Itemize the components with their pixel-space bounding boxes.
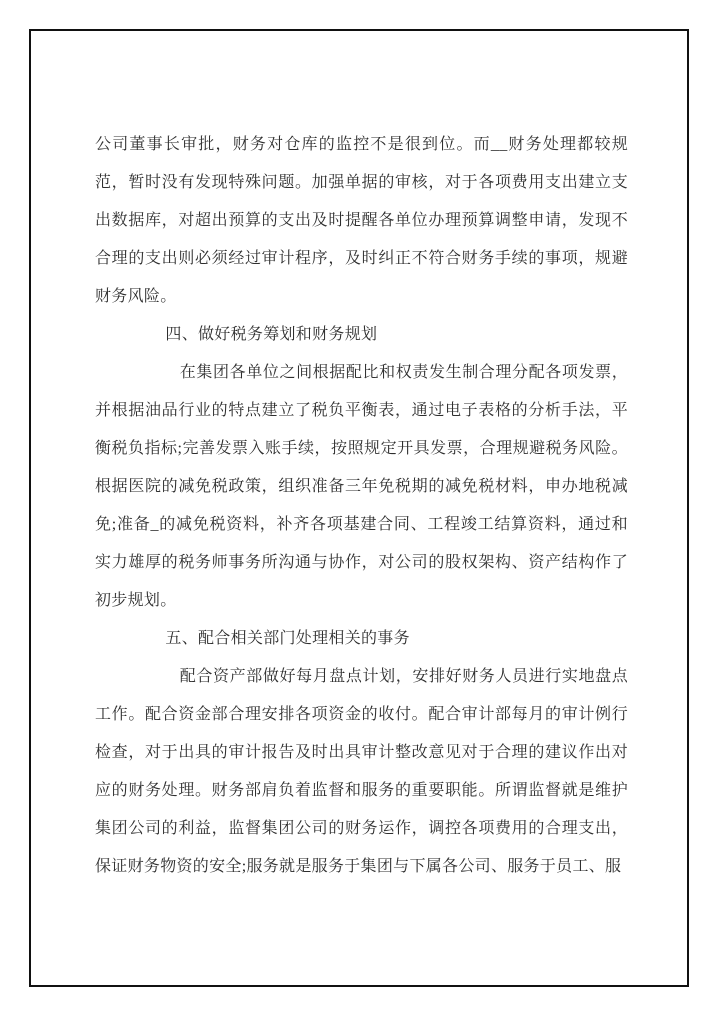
section-heading-4: 四、做好税务筹划和财务规划 (165, 326, 378, 343)
paragraph-continuation: 公司董事长审批，财务对仓库的监控不是很到位。而__财务处理都较规范，暂时没有发现特殊问题。加强单据的审核，对于各项费用支出建立支出数据库，对超出预算的支出及时提醒各单位办理预算调整申请，发现不合理的支出则必须经过审计程序，及时纠正不符合财务手续的事项，规避财务风险。 (95, 136, 628, 305)
paragraph-section-5: 配合资产部做好每月盘点计划，安排好财务人员进行实地盘点工作。配合资金部合理安排各项资金的收付。配合审计部每月的审计例行检查，对于出具的审计报告及时出具审计整改意见对于合理的建议作出对应的财务处理。财务部肩负着监督和服务的重要职能。所谓监督就是维护集团公司的利益，监督集团公司的财务运作，调控各项费用的合理支出，保证财务物资的安全;服务就是服务于集团与下属各公司、服务于员工、服 (95, 668, 628, 875)
document-body (95, 126, 628, 886)
paragraph-section-4: 在集团各单位之间根据配比和权责发生制合理分配各项发票，并根据油品行业的特点建立了税负平衡表，通过电子表格的分析手法，平衡税负指标;完善发票入账手续，按照规定开具发票，合理规避税务风险。根据医院的减免税政策，组织准备三年免税期的减免税材料，申办地税减免;准备_的减免税资料，补齐各项基建合同、工程竣工结算资料，通过和实力雄厚的税务师事务所沟通与协作，对公司的股权架构、资产结构作了初步规划。 (95, 364, 628, 609)
section-heading-5: 五、配合相关部门处理相关的事务 (165, 630, 410, 647)
